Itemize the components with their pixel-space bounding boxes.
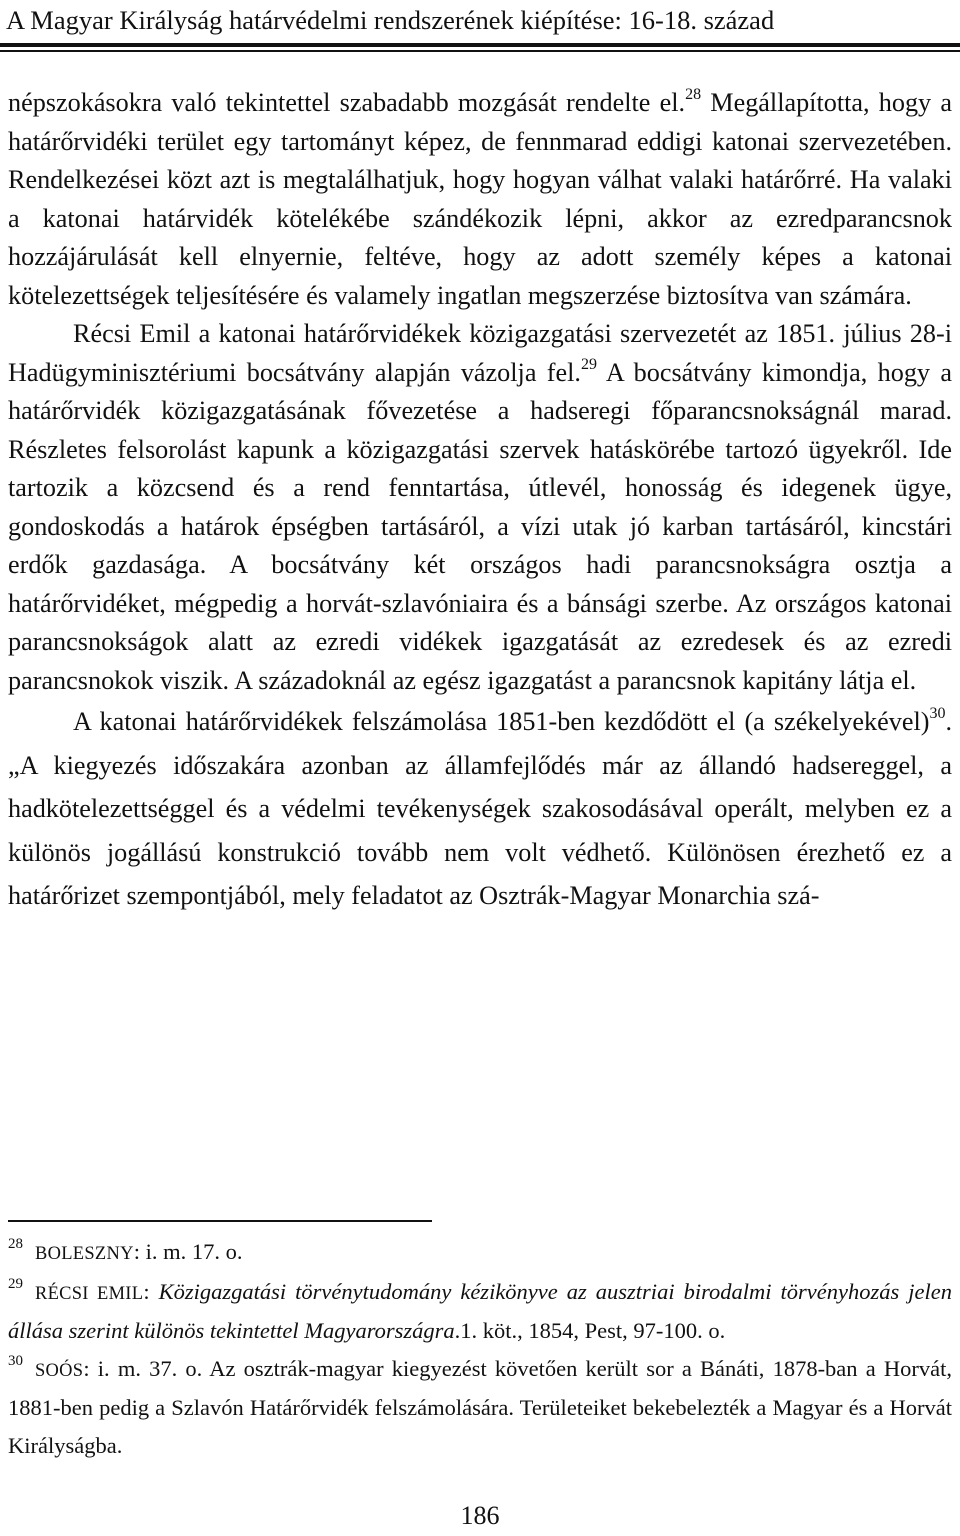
footnote-book-title: Közigazgatási törvénytudomány kézikönyve az ausztriai birodalmi törvényhozás jelen állása szerint különös tekintettel Magyarországra: [8, 1278, 952, 1343]
header-rule-thick: [0, 43, 960, 47]
running-title: A Magyar Királyság határvédelmi rendszerének kiépítése: 16-18. század: [6, 5, 775, 35]
footnotes: [8, 1233, 952, 1464]
footnote-number: 30: [8, 1352, 23, 1369]
header-rule-thin: [0, 50, 960, 52]
footnote-number: 28: [8, 1236, 23, 1252]
footnote-28: $^{28}$ BOLESZNY: i. m. 17. o.: [8, 1236, 243, 1264]
footnote-ref-29[interactable]: 29: [580, 355, 597, 373]
footnote-30: $^{30}$ SOÓS: i. m. 37. o. Az osztrák-magyar kiegyezést követően került sor a Bánáti, 1878-ban a Horvát, 1881-ben pedig a Szlavón Határőrvidék felszámolására. Területeiket bekebelezték a Magyar és a Horvát Királyságba.: [8, 1352, 952, 1458]
paragraph-3: A katonai határőrvidékek felszámolása 1851-ben kezdődött el (a székelyekével)$^{30}$. „A kiegyezés időszakára azonban az államfejlődés már az állandó hadsereggel, a hadkötelezettséggel és a védelmi tevékenységek szakosodásával operált, melyben ez a különös jogállású konstrukció tovább nem volt védhető. Különösen érezhető ez a határőrizet szempontjából, mely feladatot az Osztrák-Magyar Monarchia szá-: [8, 705, 952, 910]
paragraph-2: Récsi Emil a katonai határőrvidékek közigazgatási szervezetét az 1851. július 28-i Hadügyminisztériumi bocsátvány alapján vázolja fel.$^{29}$ A bocsátvány kimondja, hogy a határőrvidék közigazgatásának fővezetése a hadseregi főparancsnokságnál marad. Részletes felsorolást kapunk a közigazgatási szervek hatáskörébe tartozó ügyekről. Ide tartozik a közcsend és a rend fenntartása, útlevél, honosság és idegenek ügye, gondoskodás a határok épségben tartásáról, a vízi utak jó karban tartásáról, kincstári erdők gazdasága. A bocsátvány két országos hadi parancsnokságra osztja a határőrvidéket, mégpedig a horvát-szlavóniaira és a bánsági szerbe. Az országos katonai parancsnokságok alatt az ezredi vidékek igazgatását az ezredesek és az ezredi parancsnokok viszik. A századoknál az egész igazgatást a parancsnok kapitány látja el.: [8, 319, 952, 695]
footnote-separator: [8, 1220, 432, 1222]
footnote-ref-30[interactable]: 30: [929, 705, 946, 722]
page-number: 186: [460, 1501, 500, 1530]
footnote-ref-28[interactable]: 28: [685, 86, 702, 103]
footnote-author: SOÓS: [35, 1359, 84, 1380]
footnote-number: 29: [8, 1275, 23, 1292]
footnote-author: RÉCSI EMIL: [35, 1282, 144, 1303]
footnote-29: $^{29}$ RÉCSI EMIL: Közigazgatási törvénytudomány kézikönyve az ausztriai birodalmi törvényhozás jelen állása szerint különös tekintettel Magyarországra.1. köt., 1854, Pest, 97-100. o.: [8, 1275, 952, 1343]
running-header: [0, 0, 960, 56]
body-text: [8, 84, 952, 918]
paragraph-1: népszokásokra való tekintettel szabadabb mozgását rendelte el.$^{28}$ Megállapította, hogy a határőrvidéki terület egy tartományt képez, de fennmarad eddigi katonai szervezetében. Rendelkezései közt azt is megtalálhatjuk, hogy hogyan válhat valaki határőrré. Ha valaki a katonai határvidék kötelékébe szándékozik lépni, akkor az ezredparancsnok hozzájárulását kell elnyernie, feltéve, hogy az adott személy képes a katonai kötelezettségek teljesítésére és valamely ingatlan megszerzése biztosítva van számára.: [8, 86, 953, 310]
footnote-author: BOLESZNY: [35, 1243, 134, 1263]
